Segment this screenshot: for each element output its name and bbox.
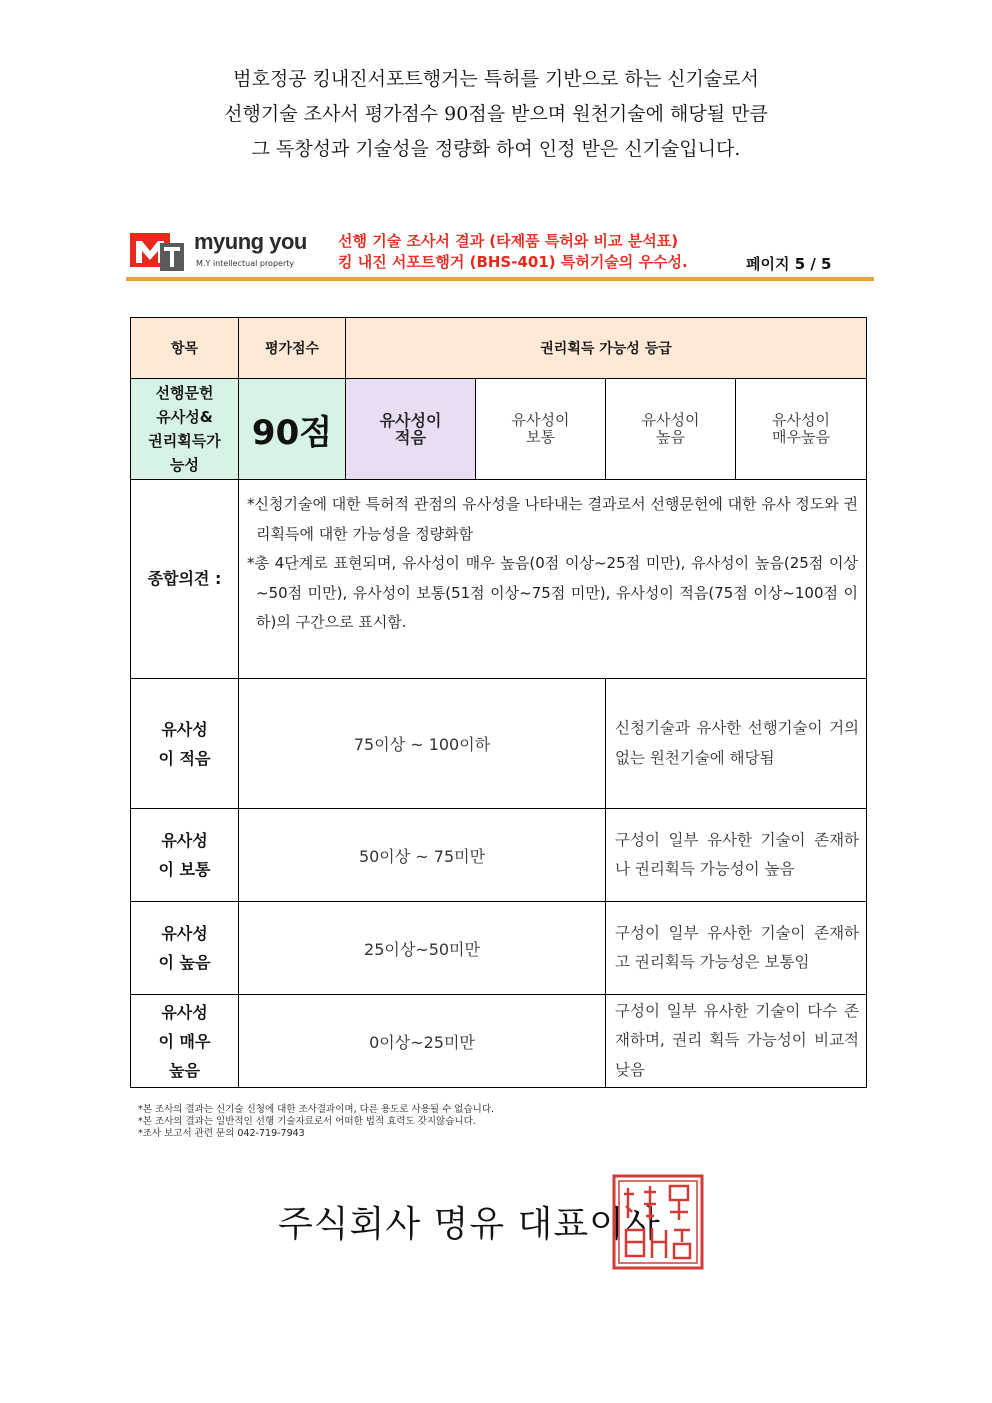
company-seal-stamp-icon [610,1172,706,1272]
row-desc-medium: 구성이 일부 유사한 기술이 존재하나 권리획득 가능성이 높음 [606,809,867,902]
logo-wordmark: myung you [194,229,307,254]
page-number: 페이지 5 / 5 [746,255,832,273]
grade-medium: 유사성이 보통 [476,379,606,480]
signature-line: 주식회사 명유 대표이사 [278,1204,661,1245]
footnote-2: *본 조사의 결과는 일반적인 선행 기술자료로서 어떠한 법적 효력도 갖지않습니다. [138,1116,476,1127]
row-label-medium: 유사성이 보통 [131,809,239,902]
footnote-3: *조사 보고서 관련 문의 042-719-7943 [138,1128,305,1139]
grade-high: 유사성이 높음 [606,379,736,480]
evaluation-table [130,317,867,1088]
row-label-low: 유사성이 적음 [131,679,239,809]
report-title-line-2: 킹 내진 서포트행거 (BHS-401) 특허기술의 우수성. [338,253,688,271]
report-title [338,231,688,273]
row-desc-high: 구성이 일부 유사한 기술이 존재하고 권리획득 가능성은 보통임 [606,902,867,995]
row-label-high: 유사성이 높음 [131,902,239,995]
opinion-text [239,480,867,679]
grade-very-high: 유사성이 매우높음 [736,379,867,480]
header-grade: 권리획득 가능성 등급 [346,318,867,379]
row-range-very-high: 0이상~25미만 [239,995,606,1088]
grade-low-selected: 유사성이 적음 [346,379,476,480]
item-label: 선행문헌 유사성& 권리획득가능성 [131,379,239,480]
footnotes [138,1104,494,1140]
company-logo-icon [130,231,186,271]
intro-line-1: 범호정공 킹내진서포트행거는 특허를 기반으로 하는 신기술로서 [233,68,759,90]
opinion-paragraph-2: *총 4단계로 표현되며, 유사성이 매우 높음(0점 이상~25점 미만), 유사성이 높음(25점 이상~50점 미만), 유사성이 보통(51점 이상~75점 미만), 유사성이 적음(75점 이상~100점 이하)의 구간으로 표시함. [247,554,859,631]
header-score: 평가점수 [239,318,346,379]
row-range-high: 25이상~50미만 [239,902,606,995]
header-divider [126,277,874,281]
report-title-line-1: 선행 기술 조사서 결과 (타제품 특허와 비교 분석표) [338,232,679,250]
row-label-very-high: 유사성이 매우높음 [131,995,239,1088]
report-header [126,225,874,282]
logo-subtitle: M.Y intellectual property [196,259,295,268]
opinion-paragraph-1: *신청기술에 대한 특허적 관점의 유사성을 나타내는 결과로서 선행문헌에 대한 유사 정도와 권리획득에 대한 가능성을 정량화함 [247,495,859,543]
intro-line-2: 선행기술 조사서 평가점수 90점을 받으며 원천기술에 해당될 만큼 [224,103,768,125]
row-range-medium: 50이상 ~ 75미만 [239,809,606,902]
row-desc-very-high: 구성이 일부 유사한 기술이 다수 존재하며, 권리 획득 가능성이 비교적 낮음 [606,995,867,1088]
footnote-1: *본 조사의 결과는 신기술 신청에 대한 조사결과이며, 다른 용도로 사용될 수 없습니다. [138,1104,495,1115]
row-range-low: 75이상 ~ 100이하 [239,679,606,809]
score-value: 90점 [239,379,346,480]
row-desc-low: 신청기술과 유사한 선행기술이 거의 없는 원천기술에 해당됨 [606,679,867,809]
intro-line-3: 그 독창성과 기술성을 정량화 하여 인정 받은 신기술입니다. [251,138,741,160]
intro-text [0,62,992,167]
header-item: 항목 [131,318,239,379]
opinion-label: 종합의견 : [131,480,239,679]
